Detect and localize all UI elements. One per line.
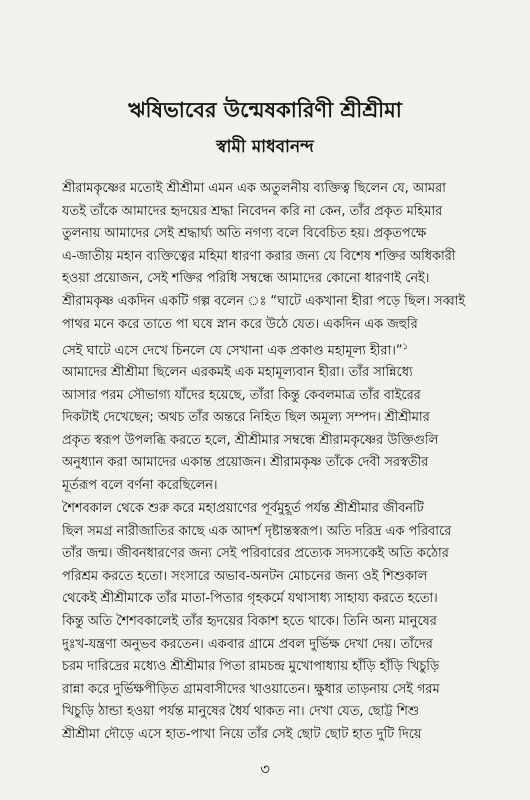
text-line: শ্রীরামকৃষ্ণ একদিন একটি গল্প বলেন ঃ “ঘাটে একখানা হীরা পড়ে ছিল। সব্বাই <box>62 293 466 309</box>
text-line: আসার পরম সৌভাগ্য যাঁদের হয়েছে, তাঁরা কিন্তু কেবলমাত্র তাঁর বাইরের <box>62 387 421 403</box>
text-line: ছিল সমগ্র নারীজাতির কাছে এক আদর্শ দৃষ্টান্তস্বরূপ। অতি দরিদ্র এক পরিবারে <box>62 523 452 539</box>
text-line: আমাদের শ্রীশ্রীমা ছিলেন এরকমই এক মহামূল্যবান হীরা। তাঁর সান্নিধ্যে <box>62 365 413 380</box>
footnote-marker: ১ <box>402 342 409 353</box>
chapter-title: ঋষিভাবের উন্মেষকারিণী শ্রীশ্রীমা <box>128 98 402 122</box>
text-line <box>62 336 502 363</box>
text-line: তাঁর জন্ম। জীবনধারণের জন্য সেই পরিবারের প্রত্যেক সদস্যকেই অতি কঠোর <box>62 546 449 562</box>
page-number: ৩ <box>260 760 270 778</box>
text-line-body: সেই ঘাটে এসে দেখে চিনলে যে সেখানা এক প্রকাণ্ড মহামূল্য হীরা।” <box>62 343 403 359</box>
text-line: কিন্তু অতি শৈশবকালেই তাঁর হৃদয়ের বিকাশ হতে থাকে। তিনি অন্য মানুষের <box>62 613 437 629</box>
text-line: শৈশবকাল থেকে শুরু করে মহাপ্রয়াণের পূর্বমুহূর্ত পর্যন্ত শ্রীশ্রীমার জীবনটি <box>62 501 424 516</box>
text-line: শ্রীরামকৃষ্ণের মতোই শ্রীশ্রীমা এমন এক অতুলনীয় ব্যক্তিত্ব ছিলেন যে, আমরা <box>62 181 446 196</box>
text-line: থেকেই শ্রীশ্রীমাকে তাঁর মাতা-পিতার গৃহকর্মে যথাসাধ্য সাহায্য করতে হতো। <box>62 591 438 607</box>
text-line: পাথর মনে করে তাতে পা ঘষে স্নান করে উঠে যেত। একদিন এক জহুরি <box>62 316 418 332</box>
text-line: চরম দারিদ্রের মধ্যেও শ্রীশ্রীমার পিতা রামচন্দ্র মুখোপাধ্যায় হাঁড়ি হাঁড়ি খিচুড়ি <box>62 659 440 675</box>
text-line: দিকটাই দেখেছেন; অথচ তাঁর অন্তরে নিহিত ছিল অমূল্য সম্পদ। শ্রীশ্রীমার <box>62 410 430 426</box>
text-line: হওয়া প্রয়োজন, সেই শক্তির পরিধি সম্বন্ধে আমাদের কোনো ধারণাই নেই। <box>62 271 430 287</box>
text-line: খিচুড়ি ঠান্ডা হওয়া পর্যন্ত মানুষের ধৈর্য থাকত না। দেখা যেত, ছোট্ট শিশু <box>62 704 419 720</box>
text-line: শ্রীশ্রীমা দৌড়ে এসে হাত-পাখা নিয়ে তাঁর সেই ছোট ছোট হাত দুটি দিয়ে <box>62 726 422 742</box>
paragraph-2 <box>62 362 502 498</box>
text-line: দুঃখ-যন্ত্রণা অনুভব করতেন। একবার গ্রামে প্রবল দুর্ভিক্ষ দেখা দেয়। তাঁদের <box>62 636 433 652</box>
paragraph-1 <box>62 178 502 363</box>
text-line: এ-জাতীয় মহান ব্যক্তিত্বের মহিমা ধারণা করার জন্য যে বিশেষ শক্তির অধিকারী <box>62 248 456 264</box>
text-line: মূর্তরূপ বলে বর্ণনা করেছিলেন। <box>62 477 218 493</box>
text-line: তুলনায় আমাদের সেই শ্রদ্ধার্ঘ্য অতি নগণ্য বলে বিবেচিত হয়। প্রকৃতপক্ষে <box>62 226 427 242</box>
text-line: প্রকৃত স্বরূপ উপলব্ধি করতে হলে, শ্রীশ্রীমার সম্বন্ধে শ্রীরামকৃষ্ণের উক্তিগুলি <box>62 432 439 448</box>
paragraph-3 <box>62 498 502 747</box>
text-line: অনুধ্যান করা আমাদের একান্ত প্রয়োজন। শ্রীরামকৃষ্ণ তাঁকে দেবী সরস্বতীর <box>62 455 429 471</box>
text-line: পরিশ্রম করতে হতো। সংসারে অভাব-অনটন মোচনের জন্য ওই শিশুকাল <box>62 568 428 584</box>
text-line: যতই তাঁকে আমাদের হৃদয়ের শ্রদ্ধা নিবেদন করি না কেন, তাঁর প্রকৃত মহিমার <box>62 203 443 219</box>
author-name: স্বামী মাধবানন্দ <box>216 137 314 157</box>
text-line: রান্না করে দুর্ভিক্ষপীড়িত গ্রামবাসীদের খাওয়াতেন। ক্ষুধার তাড়নায় সেই গরম <box>62 681 440 697</box>
